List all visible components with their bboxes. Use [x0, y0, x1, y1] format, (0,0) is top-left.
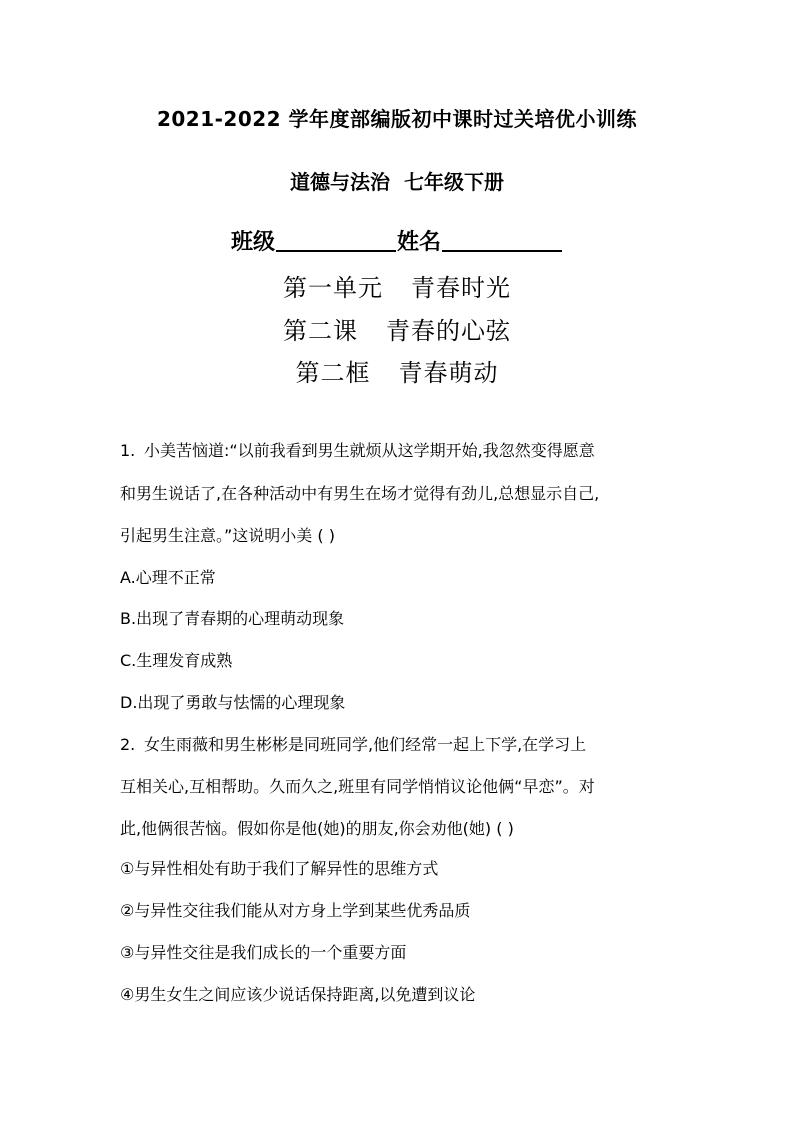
frame-label: 第二框	[295, 359, 371, 387]
unit-title: 青春时光	[411, 274, 511, 302]
subject-grade-line	[0, 166, 794, 195]
question-2-line-3	[120, 816, 514, 839]
question-2-statement-1: ①与异性相处有助于我们了解异性的思维方式	[120, 859, 439, 878]
question-1-option-a: A.心理不正常	[120, 568, 216, 587]
question-2-stem-end: 此,他俩很苦恼。假如你是他(她)的朋友,你会劝他(她)	[120, 819, 492, 838]
document-title: 2021-2022 学年度部编版初中课时过关培优小训练	[156, 107, 638, 131]
unit-label: 第一单元	[283, 274, 383, 302]
lesson-title: 青春的心弦	[386, 317, 511, 345]
lesson-label: 第二课	[283, 317, 358, 345]
unit-heading	[0, 268, 794, 303]
question-1-line-1	[120, 438, 595, 461]
subject-name: 道德与法治	[290, 170, 390, 194]
question-1-line-3	[120, 523, 335, 546]
question-2-line-2: 互相关心,互相帮助。久而久之,班里有同学悄悄议论他俩“早恋”。对	[120, 777, 595, 796]
frame-title: 青春萌动	[398, 359, 499, 387]
question-2-stem-text: 女生雨薇和男生彬彬是同班同学,他们经常一起上下学,在学习上	[144, 735, 587, 754]
question-1-stem-text: 小美苦恼道:“以前我看到男生就烦从这学期开始,我忽然变得愿意	[144, 441, 595, 460]
name-blank[interactable]	[442, 228, 562, 252]
question-1-number: 1.	[120, 441, 136, 460]
question-2-statement-3: ③与异性交往是我们成长的一个重要方面	[120, 943, 407, 962]
question-1-answer-blank[interactable]: ( )	[317, 526, 335, 545]
frame-heading	[0, 353, 794, 388]
class-blank[interactable]	[276, 228, 396, 252]
question-1-line-2: 和男生说话了,在各种活动中有男生在场才觉得有劲儿,总想显示自己,	[120, 484, 600, 503]
question-2-number: 2.	[120, 735, 136, 754]
question-2-statement-4: ④男生女生之间应该少说话保持距离,以免遭到议论	[120, 985, 476, 1004]
name-label: 姓名	[397, 230, 442, 255]
lesson-heading	[0, 311, 794, 346]
student-info-line	[0, 225, 794, 256]
question-2-answer-blank[interactable]: ( )	[496, 819, 514, 838]
question-2-line-1	[120, 732, 586, 755]
question-1-option-b: B.出现了青春期的心理萌动现象	[120, 609, 345, 628]
question-1-stem-end: 引起男生注意。”这说明小美	[120, 526, 313, 545]
question-2-statement-2: ②与异性交往我们能从对方身上学到某些优秀品质	[120, 901, 471, 920]
question-1-option-d: D.出现了勇敢与怯懦的心理现象	[120, 693, 346, 712]
grade-name: 七年级下册	[404, 170, 504, 194]
question-1-option-c: C.生理发育成熟	[120, 651, 233, 670]
class-label: 班级	[230, 230, 275, 255]
